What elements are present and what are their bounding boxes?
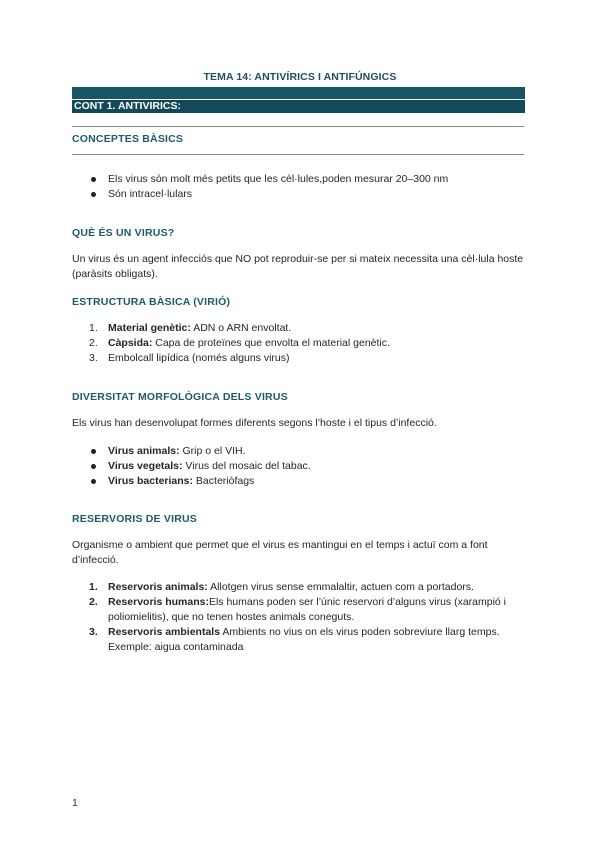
list-item — [89, 321, 528, 336]
list-item — [108, 474, 311, 489]
divider — [72, 126, 524, 127]
list-number: 1. — [89, 322, 98, 334]
section-bar — [72, 100, 525, 113]
paragraph-que-es: Un virus és un agent infecciós que NO pot reproduir-se per si mateix necessita una cèl·lula hoste (paràsits obligats). — [72, 253, 524, 280]
heading-que-es: QUÈ ÉS UN VIRUS? — [72, 227, 175, 239]
paragraph-diversitat: Els virus han desenvolupat formes diferents segons l’hoste i el tipus d’infecció. — [72, 417, 437, 429]
header-bar — [72, 87, 525, 99]
term: Virus animals: — [108, 445, 180, 457]
list-item: Els virus són molt més petits que les cèl·lules,poden mesurar 20–300 nm — [108, 173, 449, 185]
list-item — [89, 336, 528, 351]
conceptes-list — [108, 172, 448, 202]
heading-conceptes: CONCEPTES BÀSICS — [72, 133, 184, 145]
definition: Embolcall lipídica (només alguns virus) — [108, 352, 290, 364]
heading-reservoris: RESERVORIS DE VIRUS — [72, 513, 197, 525]
definition: Bacteriòfags — [193, 475, 255, 487]
list-number: 1. — [89, 581, 98, 593]
definition: Ambients no vius on els virus poden sobreviure llarg temps. Exemple: aigua contaminada — [108, 626, 500, 653]
term: Reservoris animals: — [108, 581, 208, 593]
definition: Allotgen virus sense emmalaltir, actuen com a portadors. — [207, 581, 474, 593]
estructura-list — [89, 321, 528, 366]
term: Virus vegetals: — [108, 460, 183, 472]
term: Càpsida: — [108, 337, 153, 349]
list-item — [89, 625, 528, 655]
list-item — [89, 351, 528, 366]
list-number: 2. — [89, 596, 98, 608]
definition: Els humans poden ser l’únic reservori d’alguns virus (xarampió i poliomielitis), que no tenen hostes animals coneguts. — [108, 596, 507, 623]
paragraph-reservoris: Organisme o ambient que permet que el virus es mantingui en el temps i actuï com a font d’infecció. — [72, 539, 488, 566]
heading-estructura: ESTRUCTURA BÀSICA (VIRIÓ) — [72, 296, 231, 308]
section-bar-label: CONT 1. ANTIVIRICS: — [74, 100, 181, 112]
diversitat-list — [108, 444, 311, 489]
definition: Virus del mosaic del tabac. — [182, 460, 311, 472]
page-number: 1 — [72, 797, 78, 809]
page-title: TEMA 14: ANTIVÍRICS I ANTIFÚNGICS — [203, 71, 397, 83]
divider — [72, 154, 524, 155]
term: Virus bacterians: — [108, 475, 194, 487]
list-item — [89, 580, 528, 595]
term: Reservoris humans: — [108, 596, 209, 608]
list-item — [108, 459, 311, 474]
reservoris-list — [89, 580, 528, 655]
definition: ADN o ARN envoltat. — [190, 322, 292, 334]
term: Material genètic: — [108, 322, 191, 334]
list-number: 2. — [89, 337, 98, 349]
list-item: Són intracel·lulars — [108, 187, 448, 202]
list-number: 3. — [89, 352, 98, 364]
definition: Grip o el VIH. — [179, 445, 246, 457]
term: Reservoris ambientals — [108, 626, 221, 638]
list-number: 3. — [89, 626, 98, 638]
list-item — [108, 444, 311, 459]
definition: Capa de proteïnes que envolta el material genètic. — [152, 337, 390, 349]
heading-diversitat: DIVERSITAT MORFOLÒGICA DELS VIRUS — [72, 391, 288, 403]
list-item — [89, 595, 528, 625]
